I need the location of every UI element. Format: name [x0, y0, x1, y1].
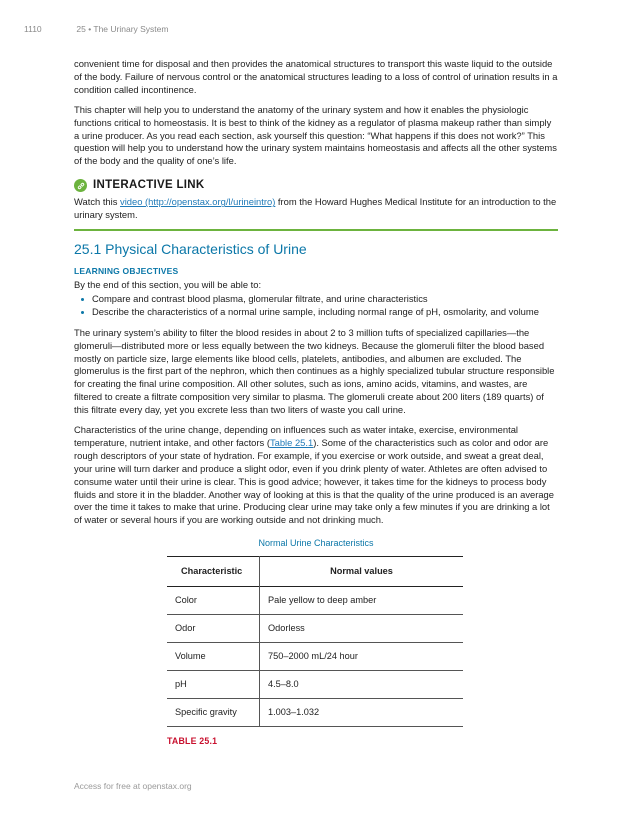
table-cell: Odor — [167, 615, 260, 643]
table-row — [167, 615, 463, 643]
running-head — [24, 24, 168, 34]
table-cell: Pale yellow to deep amber — [260, 587, 464, 615]
header-normal-values: Normal values — [260, 557, 464, 587]
table-cell: 1.003–1.032 — [260, 698, 464, 726]
intro-paragraph-2: This chapter will help you to understand the anatomy of the urinary system and how it enables the physiologic functions critical to homeostasis. It is best to think of the kidney as a regulator of plasma makeup rather than simply a urine producer. As you read each section, ask yourself this question: “What happens if this does not work?” This question will help you to understand how the urinary system maintains homeostasis and affects all the other systems of the body and the quality of one’s life. — [74, 103, 557, 167]
interactive-link-title: INTERACTIVE LINK — [93, 179, 205, 192]
main-content — [74, 58, 558, 748]
section-divider — [74, 229, 558, 231]
table-label: TABLE 25.1 — [167, 735, 218, 746]
interactive-link-heading — [74, 179, 558, 192]
table-cell: 4.5–8.0 — [260, 670, 464, 698]
table-cell: Color — [167, 587, 260, 615]
page-number: 1110 — [24, 24, 42, 34]
link-text-after: from the Howard Hughes Medical Institute for an introduction to the urinary system. — [74, 196, 557, 221]
learning-objectives-heading: LEARNING OBJECTIVES — [74, 266, 179, 277]
table-cell: pH — [167, 670, 260, 698]
body-paragraph-1: The urinary system’s ability to filter the blood resides in about 2 to 3 million tufts of specialized capillaries—the glomeruli—distributed more or less equally between the two kidneys. Because the glomeruli filter the blood based mostly on particle size, large elements like blood cells, platelets, antibodies, and albumen are excluded. The glomerulus is the first part of the nephron, which then continues as a highly specialized tubular structure responsible for creating the final urine composition. All other solutes, such as ions, amino acids, vitamins, and wastes, are filtered to create a filtrate composition very similar to plasma. The glomeruli create about 200 liters (189 quarts) of this filtrate every day, yet you excrete less than two liters of waste you call urine. — [74, 326, 555, 416]
table-cell: Odorless — [260, 615, 464, 643]
table-row — [167, 642, 463, 670]
page-footer: Access for free at openstax.org — [74, 781, 192, 791]
table-cell: 750–2000 mL/24 hour — [260, 642, 464, 670]
table-header-row — [167, 557, 463, 587]
link-icon — [74, 179, 87, 192]
table-reference-link[interactable]: Table 25.1 — [269, 436, 314, 448]
video-link[interactable]: video (http://openstax.org/l/urineintro) — [120, 196, 276, 208]
objective-item: Compare and contrast blood plasma, glomerular filtrate, and urine characteristics — [92, 293, 558, 306]
objectives-list — [74, 293, 558, 319]
table-cell: Specific gravity — [167, 698, 260, 726]
urine-characteristics-table — [167, 556, 463, 726]
link-text-before: Watch this — [74, 196, 121, 208]
table-row — [167, 587, 463, 615]
interactive-link-text — [74, 196, 558, 222]
section-title: 25.1 Physical Characteristics of Urine — [74, 241, 307, 258]
objective-item: Describe the characteristics of a normal urine sample, including normal range of pH, osmolarity, and volume — [92, 306, 558, 319]
table-row — [167, 670, 463, 698]
p2-text-after: ). Some of the characteristics such as color and odor are rough descriptors of your state of hydration. For example, if you exercise or work outside, and sweat a great deal, your urine will turn darker and produce a slight odor, even if you drink plenty of water. Athletes are often advised to consume water until their urine is clear. This is good advice; however, it takes time for the kidneys to process body fluids and store it in the bladder. Another way of looking at this is that the quality of the urine produced is an average over the time it takes to make that urine. Producing clear urine may take only a few minutes if you are drinking a lot of water or several hours if you are working outside and not drinking much. — [74, 436, 554, 526]
intro-paragraph-1: convenient time for disposal and then provides the anatomical structures to transport this waste liquid to the outside of the body. Failure of nervous control or the anatomical structures leading to a loss of control of urination results in a condition called incontinence. — [74, 58, 558, 95]
link-icon-glyph — [77, 182, 85, 190]
chapter-title: 25 • The Urinary System — [76, 24, 169, 34]
body-paragraph-2 — [74, 424, 558, 527]
header-characteristic: Characteristic — [181, 566, 243, 577]
p2-text-before: Characteristics of the urine change, depending on influences such as water intake, exercise, environmental temperature, nutrient intake, and other factors ( — [74, 424, 519, 448]
table-row — [167, 698, 463, 726]
table-caption: Normal Urine Characteristics — [258, 538, 374, 549]
objectives-intro: By the end of this section, you will be able to: — [74, 278, 262, 290]
table-cell: Volume — [167, 642, 260, 670]
